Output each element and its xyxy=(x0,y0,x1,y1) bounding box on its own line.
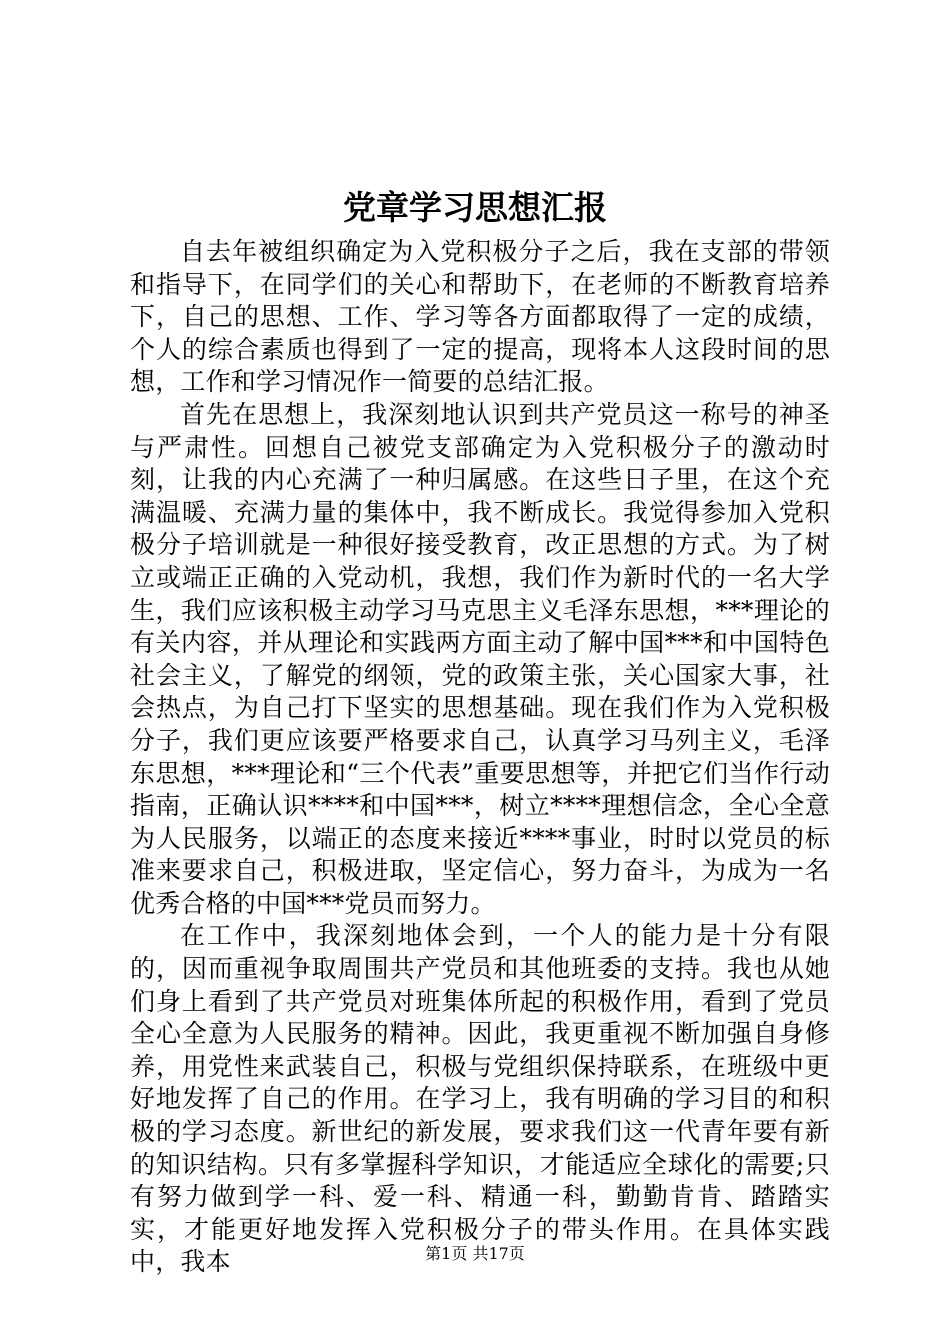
page-number-footer: 第1页 共17页 xyxy=(425,1244,525,1263)
paragraph-intro: 自去年被组织确定为入党积极分子之后，我在支部的带领和指导下，在同学们的关心和帮助下，在老师的不断教育培养下，自己的思想、工作、学习等各方面都取得了一定的成绩，个人的综合素质也得到了一定的提高，现将本人这段时间的思想，工作和学习情况作一简要的总结汇报。 xyxy=(130,237,830,397)
document-body xyxy=(130,236,830,1279)
paragraph-thought: 首先在思想上，我深刻地认识到共产党员这一称号的神圣与严肃性。回想自己被党支部确定为入党积极分子的激动时刻，让我的内心充满了一种归属感。在这些日子里，在这个充满温暖、充满力量的集体中，我不断成长。我觉得参加入党积极分子培训就是一种很好接受教育，改正思想的方式。为了树立或端正正确的入党动机，我想，我们作为新时代的一名大学生，我们应该积极主动学习马克思主义毛泽东思想，***理论的有关内容，并从理论和实践两方面主动了解中国***和中国特色社会主义，了解党的纲领，党的政策主张，关心国家大事，社会热点，为自己打下坚实的思想基础。现在我们作为入党积极分子，我们更应该要严格要求自己，认真学习马列主义，毛泽东思想，***理论和“三个代表”重要思想等，并把它们当作行动指南，正确认识****和中国***，树立****理想信念，全心全意为人民服务，以端正的态度来接近****事业，时时以党员的标准来要求自己，积极进取，坚定信心，努力奋斗，为成为一名优秀合格的中国***党员而努力。 xyxy=(130,399,830,918)
document-title: 党章学习思想汇报 xyxy=(343,188,607,227)
paragraph-work-study: 在工作中，我深刻地体会到，一个人的能力是十分有限的，因而重视争取周围共产党员和其他班委的支持。我也从她们身上看到了共产党员对班集体所起的积极作用，看到了党员全心全意为人民服务的精神。因此，我更重视不断加强自身修养，用党性来武装自己，积极与党组织保持联系，在班级中更好地发挥了自己的作用。在学习上，我有明确的学习目的和积极的学习态度。新世纪的新发展，要求我们这一代青年要有新的知识结构。只有多掌握科学知识，才能适应全球化的需要;只有努力做到学一科、爱一科、精通一科，勤勤肯肯、踏踏实实，才能更好地发挥入党积极分子的带头作用。在具体实践中，我本 xyxy=(130,921,830,1277)
